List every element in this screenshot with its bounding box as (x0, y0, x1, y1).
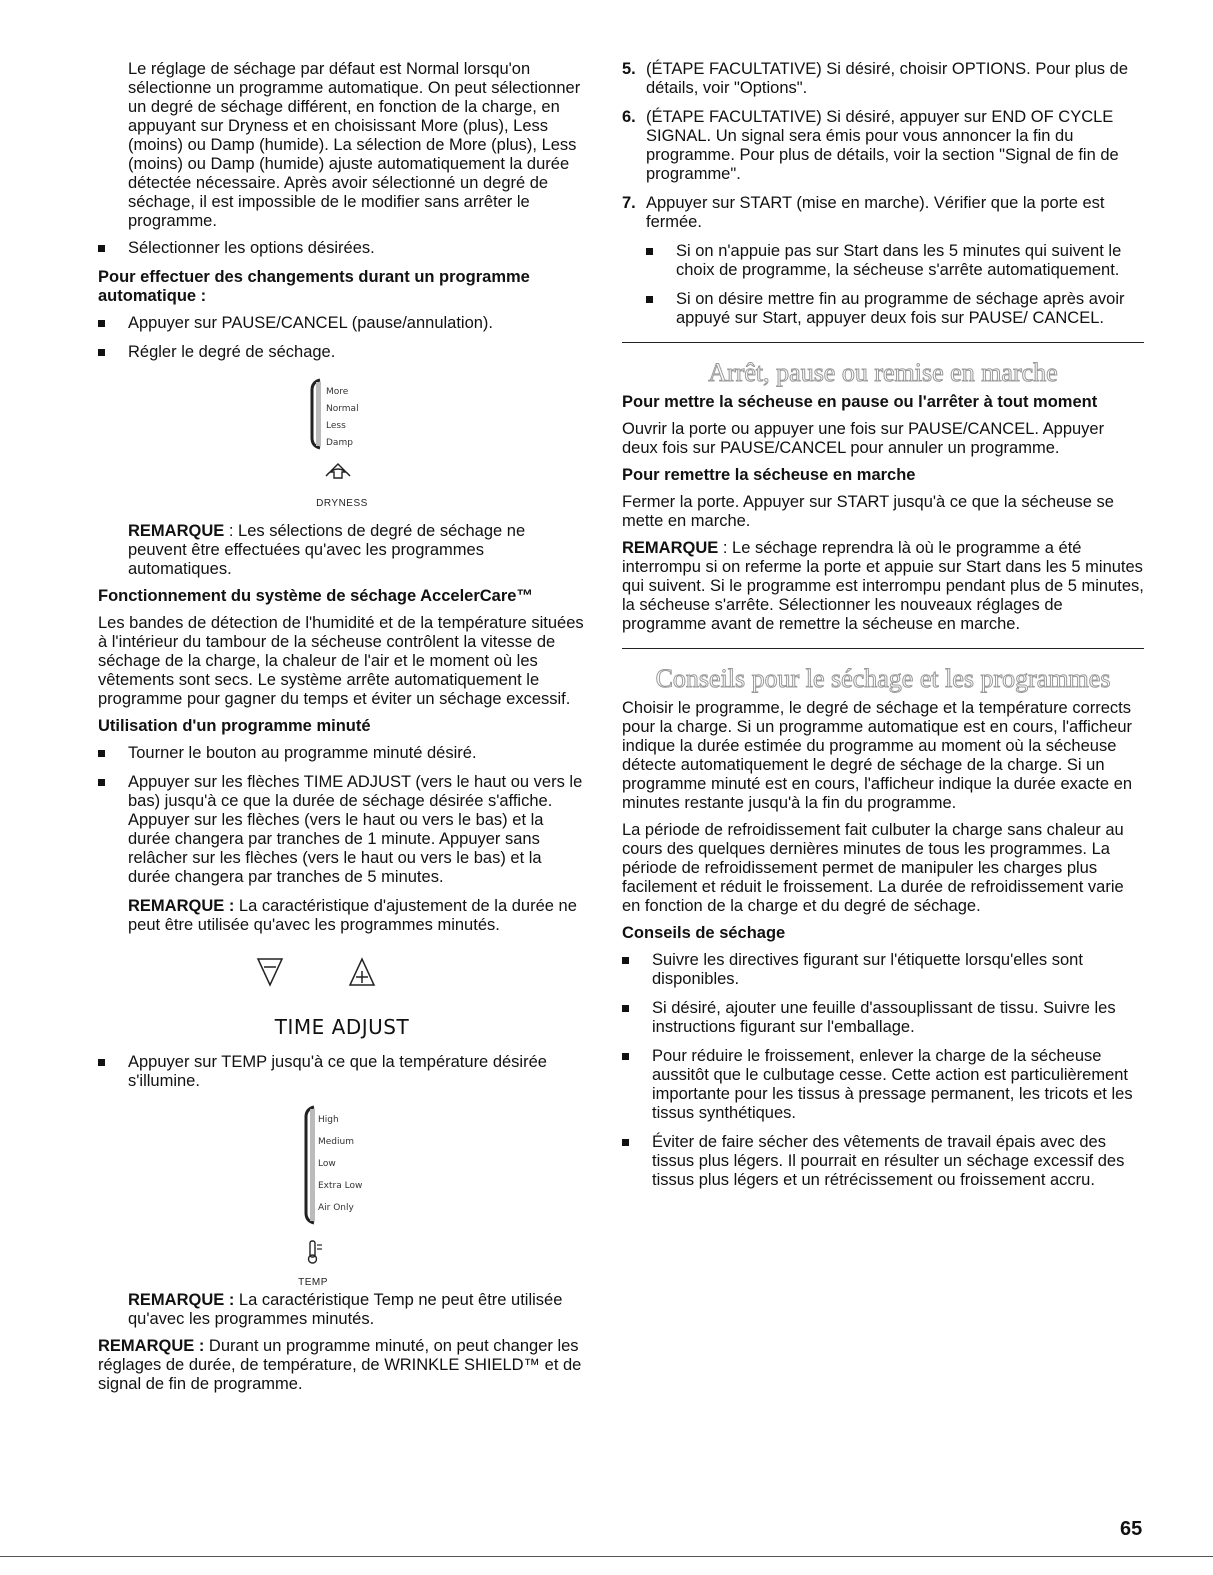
temp-level-high: High (318, 1115, 339, 1125)
temp-level-medium: Medium (318, 1137, 354, 1147)
step-number: 5. (622, 60, 636, 78)
section-heading: Pour effectuer des changements durant un programme automatique : (98, 268, 530, 305)
dryness-icon (326, 464, 350, 478)
dryness-level-normal: Normal (326, 404, 359, 414)
paragraph: Les bandes de détection de l'humidité et de la température situées à l'intérieur du tambour de la sécheuse contrôlent la vitesse de séchage de la charge, la chaleur de l'air et le moment où les vêtements sont secs. Le système arrête automatiquement le programme pour gagner du temps et éviter un séchage excessif. (98, 614, 584, 708)
bullet-icon (98, 245, 105, 252)
temp-level-air-only: Air Only (318, 1203, 354, 1213)
bullet-item (622, 951, 1144, 989)
note-text: : Le séchage reprendra là où le programme a été interrompu si on referme la porte et appuie sur Start dans les 5 minutes qui suivent. Si le programme est interrompu pendant plus de 5 minutes, la sécheuse s'arrête. Sélectionner les nouveaux réglages de programme avant de remettre la sécheuse en marche. (622, 539, 1144, 633)
bullet-item (98, 773, 586, 887)
temp-figure (98, 1101, 586, 1291)
sub-bullet-item (622, 242, 1144, 280)
paragraph: Le réglage de séchage par défaut est Normal lorsqu'on sélectionne un programme automatique. On peut sélectionner un degré de séchage différent, en fonction de la charge, en appuyant sur Dryness et en choisissant More (plus), Less (moins) ou Damp (humide). La sélection de More (plus), Less (moins) ou Damp (humide) ajuste automatiquement la durée détectée nécessaire. Après avoir sélectionné un degré de séchage, il est impossible de le modifier sans arrêter le programme. (128, 60, 581, 230)
bullet-item (622, 1047, 1144, 1123)
bullet-icon (98, 1059, 105, 1066)
bullet-text: Appuyer sur TEMP jusqu'à ce que la température désirée s'illumine. (128, 1053, 547, 1090)
note (98, 897, 586, 935)
dryness-caption: DRYNESS (316, 498, 368, 509)
bottom-rule (0, 1556, 1213, 1557)
bullet-item (98, 343, 586, 362)
step-text: (ÉTAPE FACULTATIVE) Si désiré, appuyer sur END OF CYCLE SIGNAL. Un signal sera émis pour vous annoncer la fin du programme. Pour plus de détails, voir la section "Signal de fin de programme". (646, 108, 1119, 183)
step-text: Appuyer sur START (mise en marche). Vérifier que la porte est fermée. (646, 194, 1105, 231)
bullet-icon (622, 1053, 629, 1060)
bullet-text: Tourner le bouton au programme minuté désiré. (128, 744, 477, 762)
note-label: REMARQUE : (128, 1291, 235, 1309)
temp-level-low: Low (318, 1159, 336, 1169)
step-number: 6. (622, 108, 636, 126)
section-title: Arrêt, pause ou remise en marche (708, 358, 1058, 387)
note-label: REMARQUE (622, 539, 719, 557)
section-heading: Conseils de séchage (622, 924, 786, 942)
note (622, 539, 1144, 634)
bullet-text: Appuyer sur PAUSE/CANCEL (pause/annulation). (128, 314, 494, 332)
bullet-icon (98, 750, 105, 757)
paragraph: La période de refroidissement fait culbuter la charge sans chaleur au cours des quelques dernières minutes de tous les programmes. La période de refroidissement permet de manipuler les charges plus facilement et réduit le froissement. La durée de refroidissement varie en fonction de la charge et du degré de séchage. (622, 821, 1124, 915)
bullet-text: Si désiré, ajouter une feuille d'assouplissant de tissu. Suivre les instructions figurant sur l'emballage. (652, 999, 1116, 1036)
step-number: 7. (622, 194, 636, 212)
bullet-icon (622, 957, 629, 964)
bullet-text: Si on désire mettre fin au programme de séchage après avoir appuyé sur Start, appuyer deux fois sur PAUSE/ CANCEL. (676, 290, 1125, 327)
paragraph: Fermer la porte. Appuyer sur START jusqu'à ce que la sécheuse se mette en marche. (622, 493, 1114, 530)
note-label: REMARQUE : (98, 1337, 205, 1355)
left-column (98, 60, 586, 1402)
dryness-level-damp: Damp (326, 438, 353, 448)
step-text: (ÉTAPE FACULTATIVE) Si désiré, choisir OPTIONS. Pour plus de détails, voir "Options". (646, 60, 1128, 97)
bullet-icon (646, 248, 653, 255)
sub-bullet-item (622, 290, 1144, 328)
note-text: : Les sélections de degré de séchage ne peuvent être effectuées qu'avec les programmes automatiques. (128, 522, 526, 578)
bullet-text: Si on n'appuie pas sur Start dans les 5 minutes qui suivent le choix de programme, la sécheuse s'arrête automatiquement. (676, 242, 1122, 279)
note (98, 522, 586, 579)
bullet-icon (622, 1139, 629, 1146)
numbered-step (622, 194, 1144, 232)
temp-level-extra-low: Extra Low (318, 1181, 363, 1191)
section-title: Conseils pour le séchage et les programmes (655, 664, 1111, 693)
numbered-step (622, 108, 1144, 184)
dryness-level-more: More (326, 387, 349, 397)
note-text: La caractéristique Temp ne peut être utilisée qu'avec les programmes minutés. (128, 1291, 563, 1328)
bullet-text: Pour réduire le froissement, enlever la charge de la sécheuse aussitôt que le culbutage cesse. Cette action est particulièrement importante pour les tissus à pressage permanent, les tricots et les tissus synthétiques. (652, 1047, 1133, 1122)
bullet-text: Régler le degré de séchage. (128, 343, 336, 361)
paragraph: Choisir le programme, le degré de séchage et la température corrects pour la charge. Si un programme automatique est en cours, l'afficheur indique la durée estimée du programme au moment où la sécheuse détecte automatiquement le degré de séchage de la charge. Si un programme minuté est en cours, l'afficheur indique la durée exacte en minutes restante jusqu'à la fin du programme. (622, 699, 1133, 812)
note-text: La caractéristique d'ajustement de la durée ne peut être utilisée qu'avec les programmes minutés. (128, 897, 577, 934)
bullet-text: Éviter de faire sécher des vêtements de travail épais avec des tissus plus légers. Il pourrait en résulter un séchage excessif des tissus plus légers et un rétrécissement ou froissement accru. (652, 1133, 1125, 1189)
note (98, 1337, 586, 1394)
section-divider (622, 342, 1144, 343)
bullet-item (622, 999, 1144, 1037)
bullet-text: Sélectionner les options désirées. (128, 239, 375, 257)
note-label: REMARQUE (128, 522, 225, 540)
note-label: REMARQUE : (128, 897, 235, 915)
indicator-bar (310, 1109, 315, 1221)
bullet-icon (98, 779, 105, 786)
bullet-icon (622, 1005, 629, 1012)
temp-caption: TEMP (298, 1277, 328, 1288)
time-adjust-caption: TIME ADJUST (274, 1015, 410, 1039)
page-number: 65 (1120, 1518, 1143, 1540)
bullet-icon (98, 349, 105, 356)
bullet-item (98, 314, 586, 333)
bullet-item (98, 1053, 586, 1091)
section-heading: Fonctionnement du système de séchage AccelerCare™ (98, 587, 533, 605)
right-column (622, 60, 1144, 1200)
dryness-level-less: Less (326, 421, 346, 431)
bullet-item (98, 744, 586, 763)
bullet-text: Appuyer sur les flèches TIME ADJUST (vers le haut ou vers le bas) jusqu'à ce que la durée de séchage désirée s'affiche. Appuyer sur les flèches (vers le haut ou vers le bas) et la durée changera par tranches de 1 minute. Appuyer sans relâcher sur les flèches (vers le haut ou vers le bas) et la durée changera par tranches de 5 minutes. (128, 773, 583, 886)
bullet-text: Suivre les directives figurant sur l'étiquette lorsqu'elles sont disponibles. (652, 951, 1083, 988)
time-adjust-figure (98, 943, 586, 1053)
bullet-item (98, 239, 586, 258)
bullet-icon (98, 320, 105, 327)
note (98, 1291, 586, 1329)
paragraph: Ouvrir la porte ou appuyer une fois sur PAUSE/CANCEL. Appuyer deux fois sur PAUSE/CANCEL pour annuler un programme. (622, 420, 1105, 457)
time-adjust-illustration (98, 943, 586, 1003)
dryness-figure (98, 372, 586, 522)
section-divider (622, 648, 1144, 649)
section-heading: Utilisation d'un programme minuté (98, 717, 371, 735)
bullet-icon (646, 296, 653, 303)
section-heading: Pour mettre la sécheuse en pause ou l'arrêter à tout moment (622, 393, 1098, 411)
arrow-down-icon (258, 959, 282, 985)
numbered-step (622, 60, 1144, 98)
section-heading: Pour remettre la sécheuse en marche (622, 466, 916, 484)
indicator-bar (316, 382, 321, 446)
note-text: Durant un programme minuté, on peut changer les réglages de durée, de température, de WRINKLE SHIELD™ et de signal de fin de programme. (98, 1337, 582, 1393)
bullet-item (622, 1133, 1144, 1190)
